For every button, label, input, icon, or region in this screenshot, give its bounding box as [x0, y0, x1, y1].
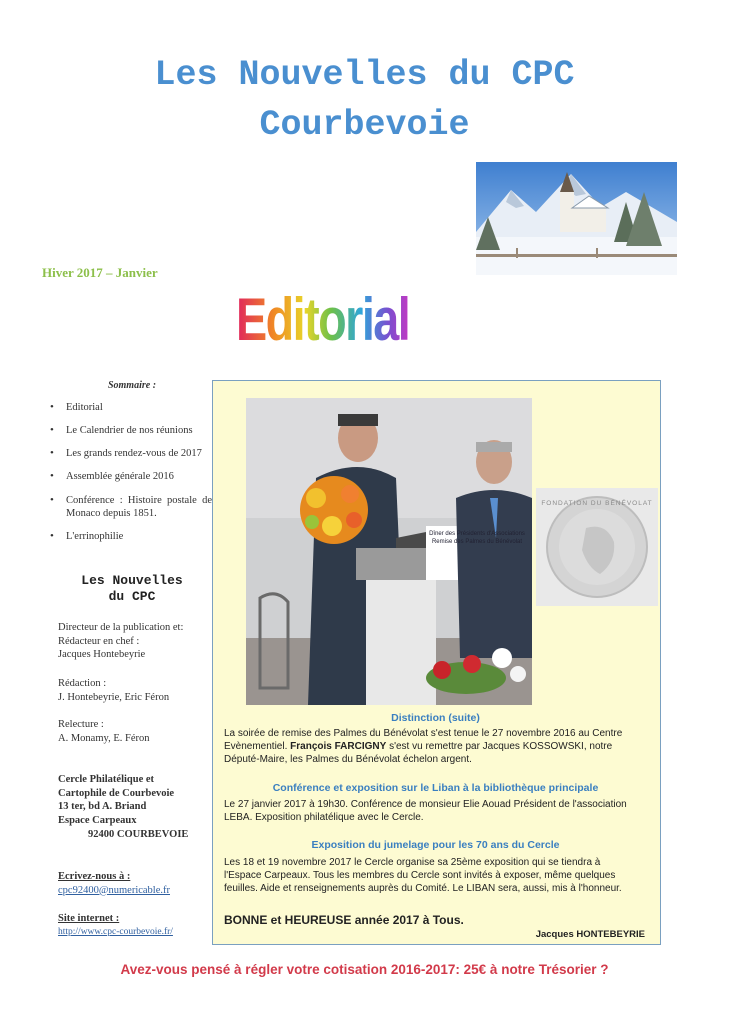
list-item: • L'errinophilie	[52, 530, 212, 543]
newsletter-title-line1: Les Nouvelles du CPC	[154, 55, 575, 95]
conference-body: Le 27 janvier 2017 à 19h30. Conférence de monsieur Elie Aouad Président de l'association LEBA. Exposition philatélique avec le Cercle.	[224, 799, 627, 824]
winter-landscape-image	[476, 162, 677, 275]
sommaire-list	[52, 401, 212, 543]
sommaire-title: Sommaire :	[107, 380, 157, 391]
new-year-greeting: BONNE et HEUREUSE année 2017 à Tous.	[224, 913, 464, 927]
lectern-panel: Dîner des Présidents d'Associations Remise des Palmes du Bénévolat	[429, 531, 525, 546]
newsletter-title-line2: Courbevoie	[259, 105, 470, 145]
distinction-title: Distinction (suite)	[391, 712, 480, 724]
medal-inscription: FONDATION DU BÉNÉVOLAT	[541, 500, 653, 507]
jumelage-title: Exposition du jumelage pour les 70 ans du Cercle	[311, 839, 560, 851]
website-link[interactable]: http://www.cpc-courbevoie.fr/	[58, 926, 173, 937]
issue-date: Hiver 2017 – Janvier	[42, 265, 158, 280]
conference-title: Conférence et exposition sur le Liban à la bibliothèque principale	[272, 782, 599, 794]
list-item: • Les grands rendez-vous de 2017	[52, 447, 212, 460]
signature: Jacques HONTEBEYRIE	[535, 929, 645, 940]
sommaire	[52, 380, 212, 553]
list-item: • Editorial	[52, 401, 212, 414]
honoree-name: François FARCIGNY	[290, 741, 387, 753]
list-item: • Assemblée générale 2016	[52, 470, 212, 483]
contact-site: Site internet : http://www.cpc-courbevoie.fr/	[58, 913, 173, 937]
award-ceremony-photo	[246, 398, 532, 705]
contact-email: Ecrivez-nous à : cpc92400@numericable.fr	[58, 871, 170, 896]
email-link[interactable]: cpc92400@numericable.fr	[58, 884, 170, 896]
distinction-body: La soirée de remise des Palmes du Bénévolat s'est tenue le 27 novembre 2016 au Centre Evènementiel. François FARCIGNY s'est vu remettre par Jacques KOSSOWSKI, notre Député-Maire, les Palmes du Bénévolat échelon argent.	[224, 728, 623, 766]
list-item: • Le Calendrier de nos réunions	[52, 424, 212, 437]
director-info: Directeur de la publication et: Rédacteur en chef : Jacques Hontebeyrie	[58, 622, 184, 661]
club-address: Cercle Philatélique et Cartophile de Courbevoie 13 ter, bd A. Briand Espace Carpeaux 92400 COURBEVOIE	[58, 774, 189, 840]
jumelage-body: Les 18 et 19 novembre 2017 le Cercle organise sa 25ème exposition qui se tiendra à l'Espace Carpeaux. Tous les membres du Cercle sont invités à exposer, même quelques feuilles. Aide et renseignements auprès du Comité. Le LIBAN sera, aussi, mis à l'honneur.	[224, 857, 622, 895]
editorial-heading: Editorial	[236, 286, 410, 353]
medal-image	[536, 488, 658, 606]
masthead-title: Les Nouvelles du CPC	[81, 573, 183, 605]
membership-reminder: Avez-vous pensé à régler votre cotisation 2016-2017: 25€ à notre Trésorier ?	[120, 962, 609, 977]
relecture-info: Relecture : A. Monamy, E. Féron	[58, 719, 150, 744]
list-item: • Conférence : Histoire postale de Monaco depuis 1851.	[52, 494, 212, 520]
redaction-info: Rédaction : J. Hontebeyrie, Eric Féron	[58, 678, 170, 703]
